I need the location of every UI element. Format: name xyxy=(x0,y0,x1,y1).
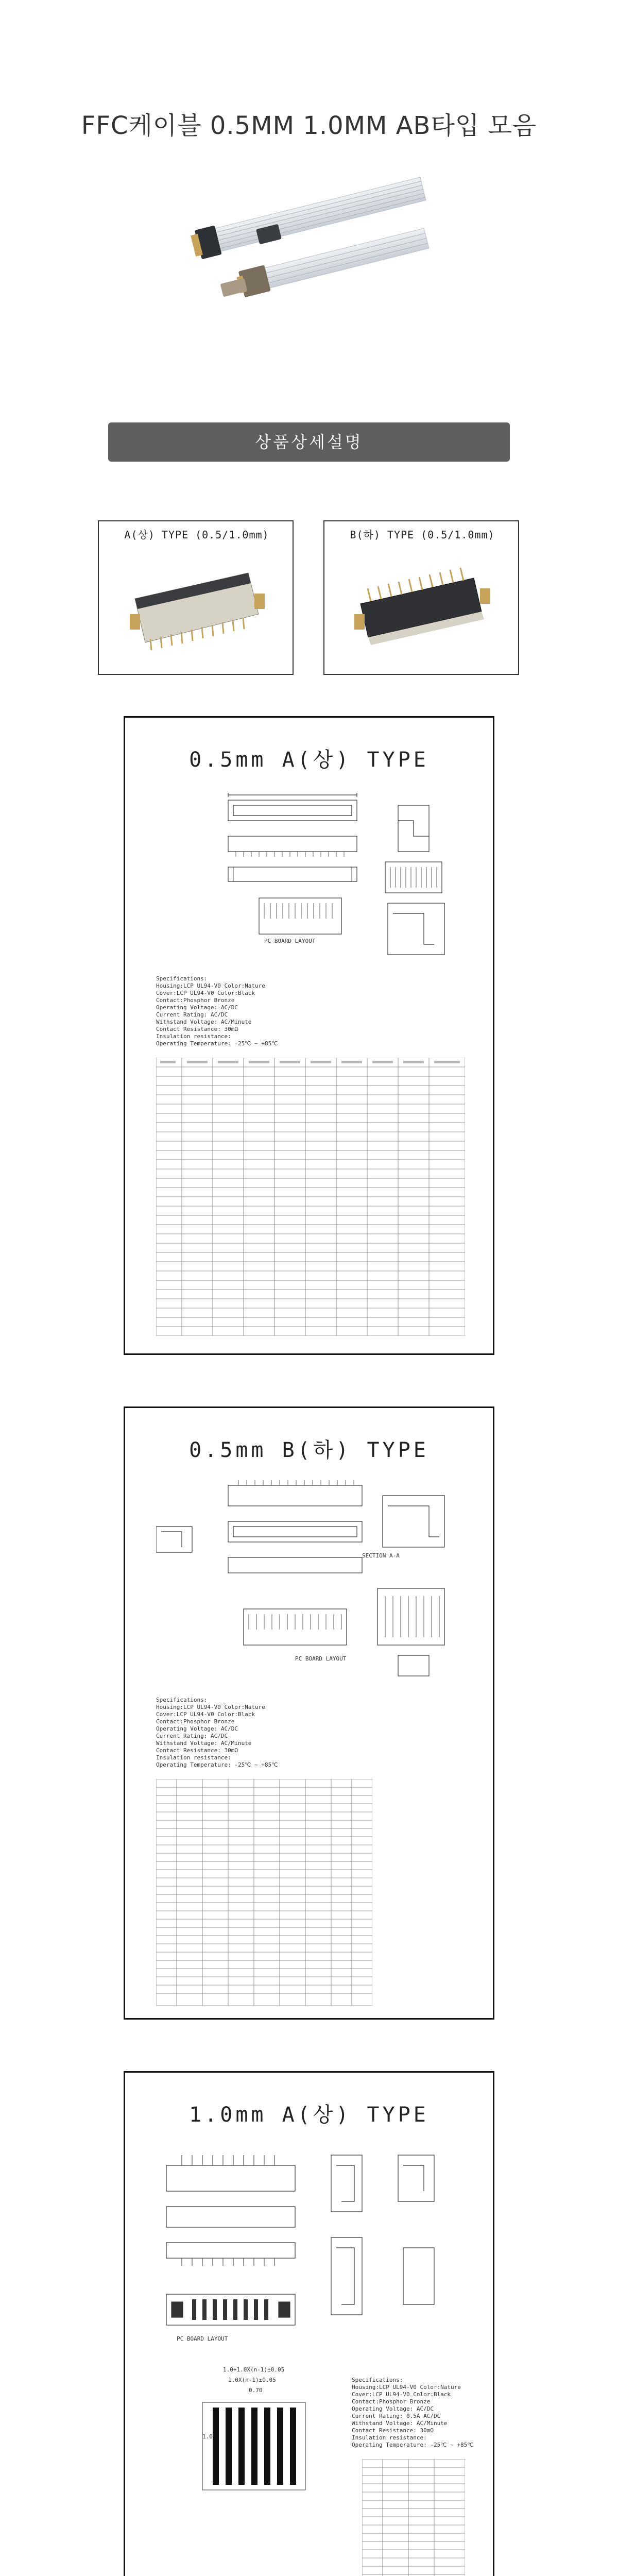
specifications-block xyxy=(156,975,278,1047)
page-title: FFC케이블 0.5MM 1.0MM AB타입 모음 xyxy=(81,111,537,140)
specifications-block xyxy=(352,2377,474,2449)
spec-line: Contact:Phosphor Bronze xyxy=(352,2398,431,2405)
spec-line: Cover:LCP UL94-V0 Color:Black xyxy=(156,990,255,996)
spec-line: Operating Voltage: AC/DC xyxy=(156,1004,238,1011)
spec-line: Withstand Voltage: AC/Minute xyxy=(156,1740,252,1747)
technical-drawing xyxy=(156,1475,465,1681)
spec-line: Contact:Phosphor Bronze xyxy=(156,1718,235,1725)
section-title: 1.0mm A(상) TYPE xyxy=(189,2103,429,2127)
spec-line: Housing:LCP UL94-V0 Color:Nature xyxy=(156,1704,265,1710)
technical-drawing xyxy=(156,2145,465,2361)
product-detail-banner: 상품상세설명 xyxy=(108,422,510,462)
spec-line: Specifications: xyxy=(352,2377,403,2383)
spec-line: Operating Temperature: -25℃ ~ +85℃ xyxy=(156,1040,278,1047)
section-10mm-a-type xyxy=(124,2071,494,2576)
spec-line: Contact Resistance: 30mΩ xyxy=(156,1026,238,1032)
dimension-table xyxy=(156,1779,372,2006)
spec-line: Operating Temperature: -25℃ ~ +85℃ xyxy=(352,2442,474,2448)
spec-line: Current Rating: 0.5A AC/DC xyxy=(352,2413,441,2419)
spec-line: Housing:LCP UL94-V0 Color:Nature xyxy=(352,2384,461,2391)
spec-line: Operating Temperature: -25℃ ~ +85℃ xyxy=(156,1761,278,1768)
spec-line: Withstand Voltage: AC/Minute xyxy=(156,1019,252,1025)
spec-line: Withstand Voltage: AC/Minute xyxy=(352,2420,448,2427)
specifications-block xyxy=(156,1697,278,1769)
spec-line: Contact:Phosphor Bronze xyxy=(156,997,235,1004)
product-card-caption: B(하) TYPE (0.5/1.0mm) xyxy=(350,529,495,541)
section-aa-label: SECTION A-A xyxy=(362,1552,400,1559)
spec-line: Cover:LCP UL94-V0 Color:Black xyxy=(156,1711,255,1718)
spec-line: Operating Voltage: AC/DC xyxy=(156,1725,238,1732)
pc-board-layout-label: PC BOARD LAYOUT xyxy=(264,938,316,944)
product-card-b-type xyxy=(323,520,519,675)
pad-layout-drawing xyxy=(156,2397,331,2500)
connector-a-image xyxy=(119,552,274,666)
spec-line: Cover:LCP UL94-V0 Color:Black xyxy=(352,2391,451,2398)
section-title: 0.5mm A(상) TYPE xyxy=(189,748,429,772)
pc-board-layout-label: PC BOARD LAYOUT xyxy=(295,1655,347,1662)
spec-line: Insulation resistance: xyxy=(156,1754,231,1761)
section-title: 0.5mm B(하) TYPE xyxy=(189,1438,429,1462)
dimension-table xyxy=(156,1058,465,1336)
spec-line: Specifications: xyxy=(156,975,208,982)
spec-line: Current Rating: AC/DC xyxy=(156,1733,228,1739)
technical-drawing xyxy=(156,790,465,975)
spec-line: Insulation resistance: xyxy=(156,1033,231,1040)
product-card-caption: A(상) TYPE (0.5/1.0mm) xyxy=(124,529,269,541)
spec-line: Contact Resistance: 30mΩ xyxy=(352,2427,434,2434)
dimension-label: 0.70 xyxy=(249,2387,263,2394)
spec-line: Housing:LCP UL94-V0 Color:Nature xyxy=(156,982,265,989)
pc-board-layout-label: PC BOARD LAYOUT xyxy=(177,2335,228,2342)
dimension-label: 1.0+1.0X(n-1)±0.05 xyxy=(223,2366,285,2373)
connector-b-image xyxy=(345,552,500,666)
section-05mm-a-type xyxy=(124,716,494,1355)
section-05mm-b-type xyxy=(124,1406,494,2020)
spec-line: Operating Voltage: AC/DC xyxy=(352,2405,434,2412)
spec-line: Specifications: xyxy=(156,1697,208,1703)
spec-line: Contact Resistance: 30mΩ xyxy=(156,1747,238,1754)
product-card-a-type xyxy=(98,520,294,675)
dimension-label: 1.0X(n-1)±0.05 xyxy=(228,2377,276,2383)
spec-line: Insulation resistance: xyxy=(352,2434,427,2441)
dimension-label: 1.0 xyxy=(202,2433,213,2440)
spec-line: Current Rating: AC/DC xyxy=(156,1011,228,1018)
dimension-table xyxy=(362,2459,465,2576)
ffc-cable-product-image xyxy=(185,149,433,335)
